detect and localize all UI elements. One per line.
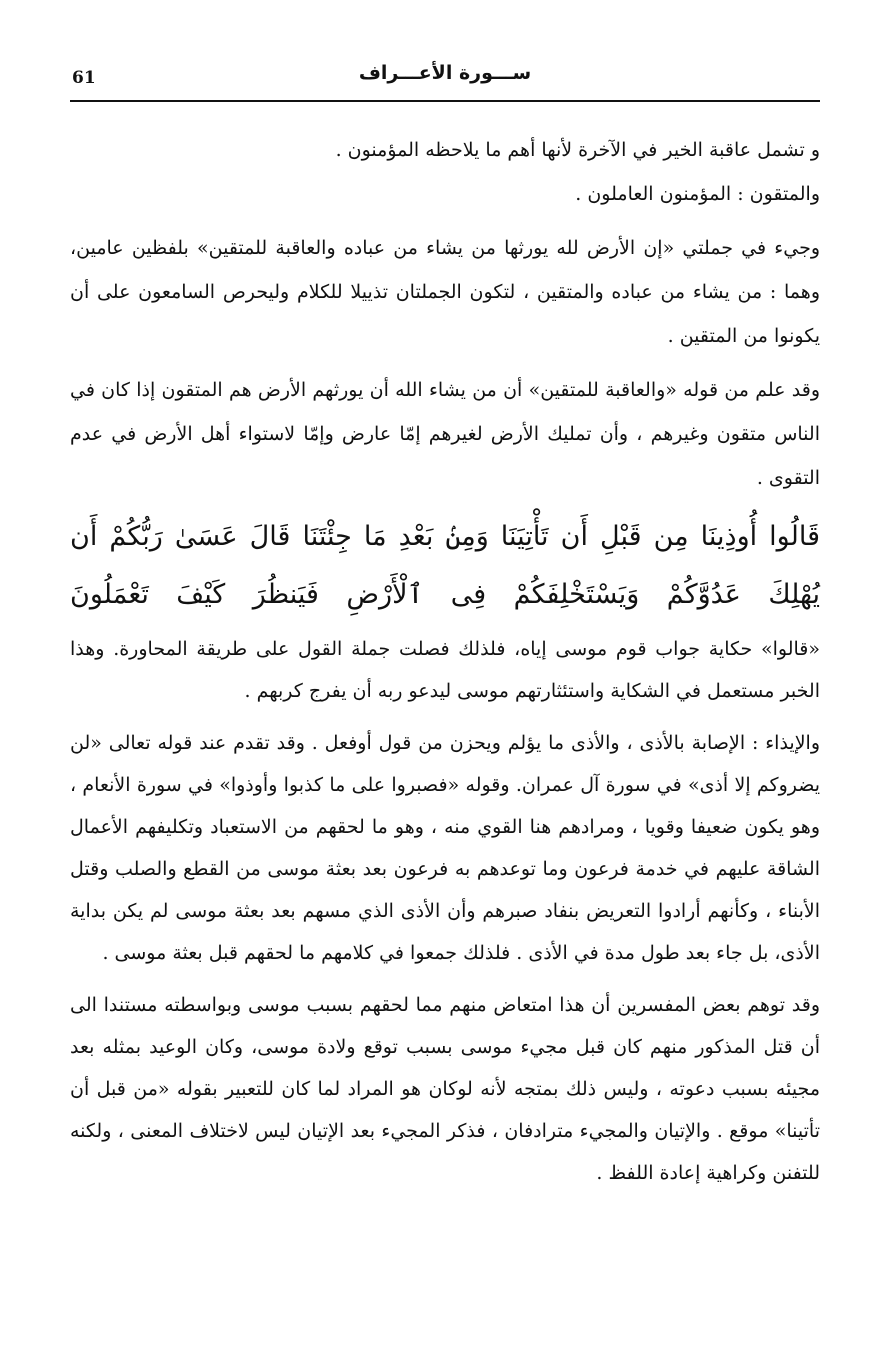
- page-body: [70, 128, 820, 1194]
- commentary-paragraph: «قالوا» حكاية جواب قوم موسى إياه، فلذلك فصلت جملة القول على طريقة المحاورة. وهذا الخبر مستعمل في الشكاية واستئثارتهم موسى ليدعو ربه أن يفرج كربهم .: [70, 638, 820, 702]
- running-title: ســـورة الأعـــراف: [358, 62, 532, 84]
- commentary-paragraph: وقد توهم بعض المفسرين أن هذا امتعاض منهم مما لحقهم بسبب موسى وبواسطته مستندا الى أن قتل المذكور منهم كان قبل مجيء موسى بسبب توقع ولادة موسى، وكان الوعيد بمثله بعد مجيئه بسبب دعوته ، وليس ذلك بمتجه لأنه لوكان هو المراد لما كان للتعبير بقوله «من قبل أن تأتينا» موقع . والإتيان والمجيء مترادفان ، فذكر المجيء بعد الإتيان ليس لاختلاف المعنى ، ولكنه للتفنن وكراهية إعادة اللفظ .: [70, 994, 820, 1184]
- quran-verse: قَالُوا أُوذِينَا مِن قَبْلِ أَن تَأْتِيَنَا وَمِنۢ بَعْدِ مَا جِئْتَنَا قَالَ عَسَىٰ رَبُّكُمْ أَن يُهْلِكَ عَدُوَّكُمْ وَيَسْتَخْلِفَكُمْ فِى ٱلْأَرْضِ فَيَنظُرَ كَيْفَ تَعْمَلُونَ: [70, 521, 820, 610]
- paragraph: والمتقون : المؤمنون العاملون .: [575, 183, 820, 205]
- page-header: [70, 56, 820, 96]
- commentary-paragraph: والإيذاء : الإصابة بالأذى ، والأذى ما يؤلم ويحزن من قول أوفعل . وقد تقدم عند قوله تعالى «لن يضروكم إلا أذى» في سورة آل عمران. وقوله «فصبروا على ما كذبوا وأوذوا» في سورة الأنعام ، وهو يكون ضعيفا وقويا ، ومرادهم هنا القوي منه ، وهو ما لحقهم من الاستعباد وتكليفهم الأعمال الشاقة عليهم في خدمة فرعون وما توعدهم به فرعون بعد بعثة موسى من القطع والصلب وقتل الأبناء ، وكأنهم أرادوا التعريض بنفاد صبرهم وأن الأذى الذي مسهم بعد بعثة موسى لم يكن بداية الأذى، بل جاء بعد طول مدة في الأذى . فلذلك جمعوا في كلامهم ما لحقهم قبل بعثة موسى .: [70, 732, 820, 964]
- paragraph: و تشمل عاقبة الخير في الآخرة لأنها أهم ما يلاحظه المؤمنون .: [335, 139, 820, 161]
- paragraph: وجيء في جملتي «إن الأرض لله يورثها من يشاء من عباده والعاقبة للمتقين» بلفظين عامين، وهما : من يشاء من عباده والمتقين ، لتكون الجملتان تذييلا للكلام وليحرص السامعون على أن يكونوا من المتقين .: [70, 237, 820, 347]
- header-rule: [70, 100, 820, 102]
- page-number: 61: [72, 68, 96, 88]
- paragraph: وقد علم من قوله «والعاقبة للمتقين» أن من يشاء الله أن يورثهم الأرض هم المتقون إذا كان في الناس متقون وغيرهم ، وأن تمليك الأرض لغيرهم إمّا عارض وإمّا لاستواء أهل الأرض في عدم التقوى .: [70, 379, 820, 489]
